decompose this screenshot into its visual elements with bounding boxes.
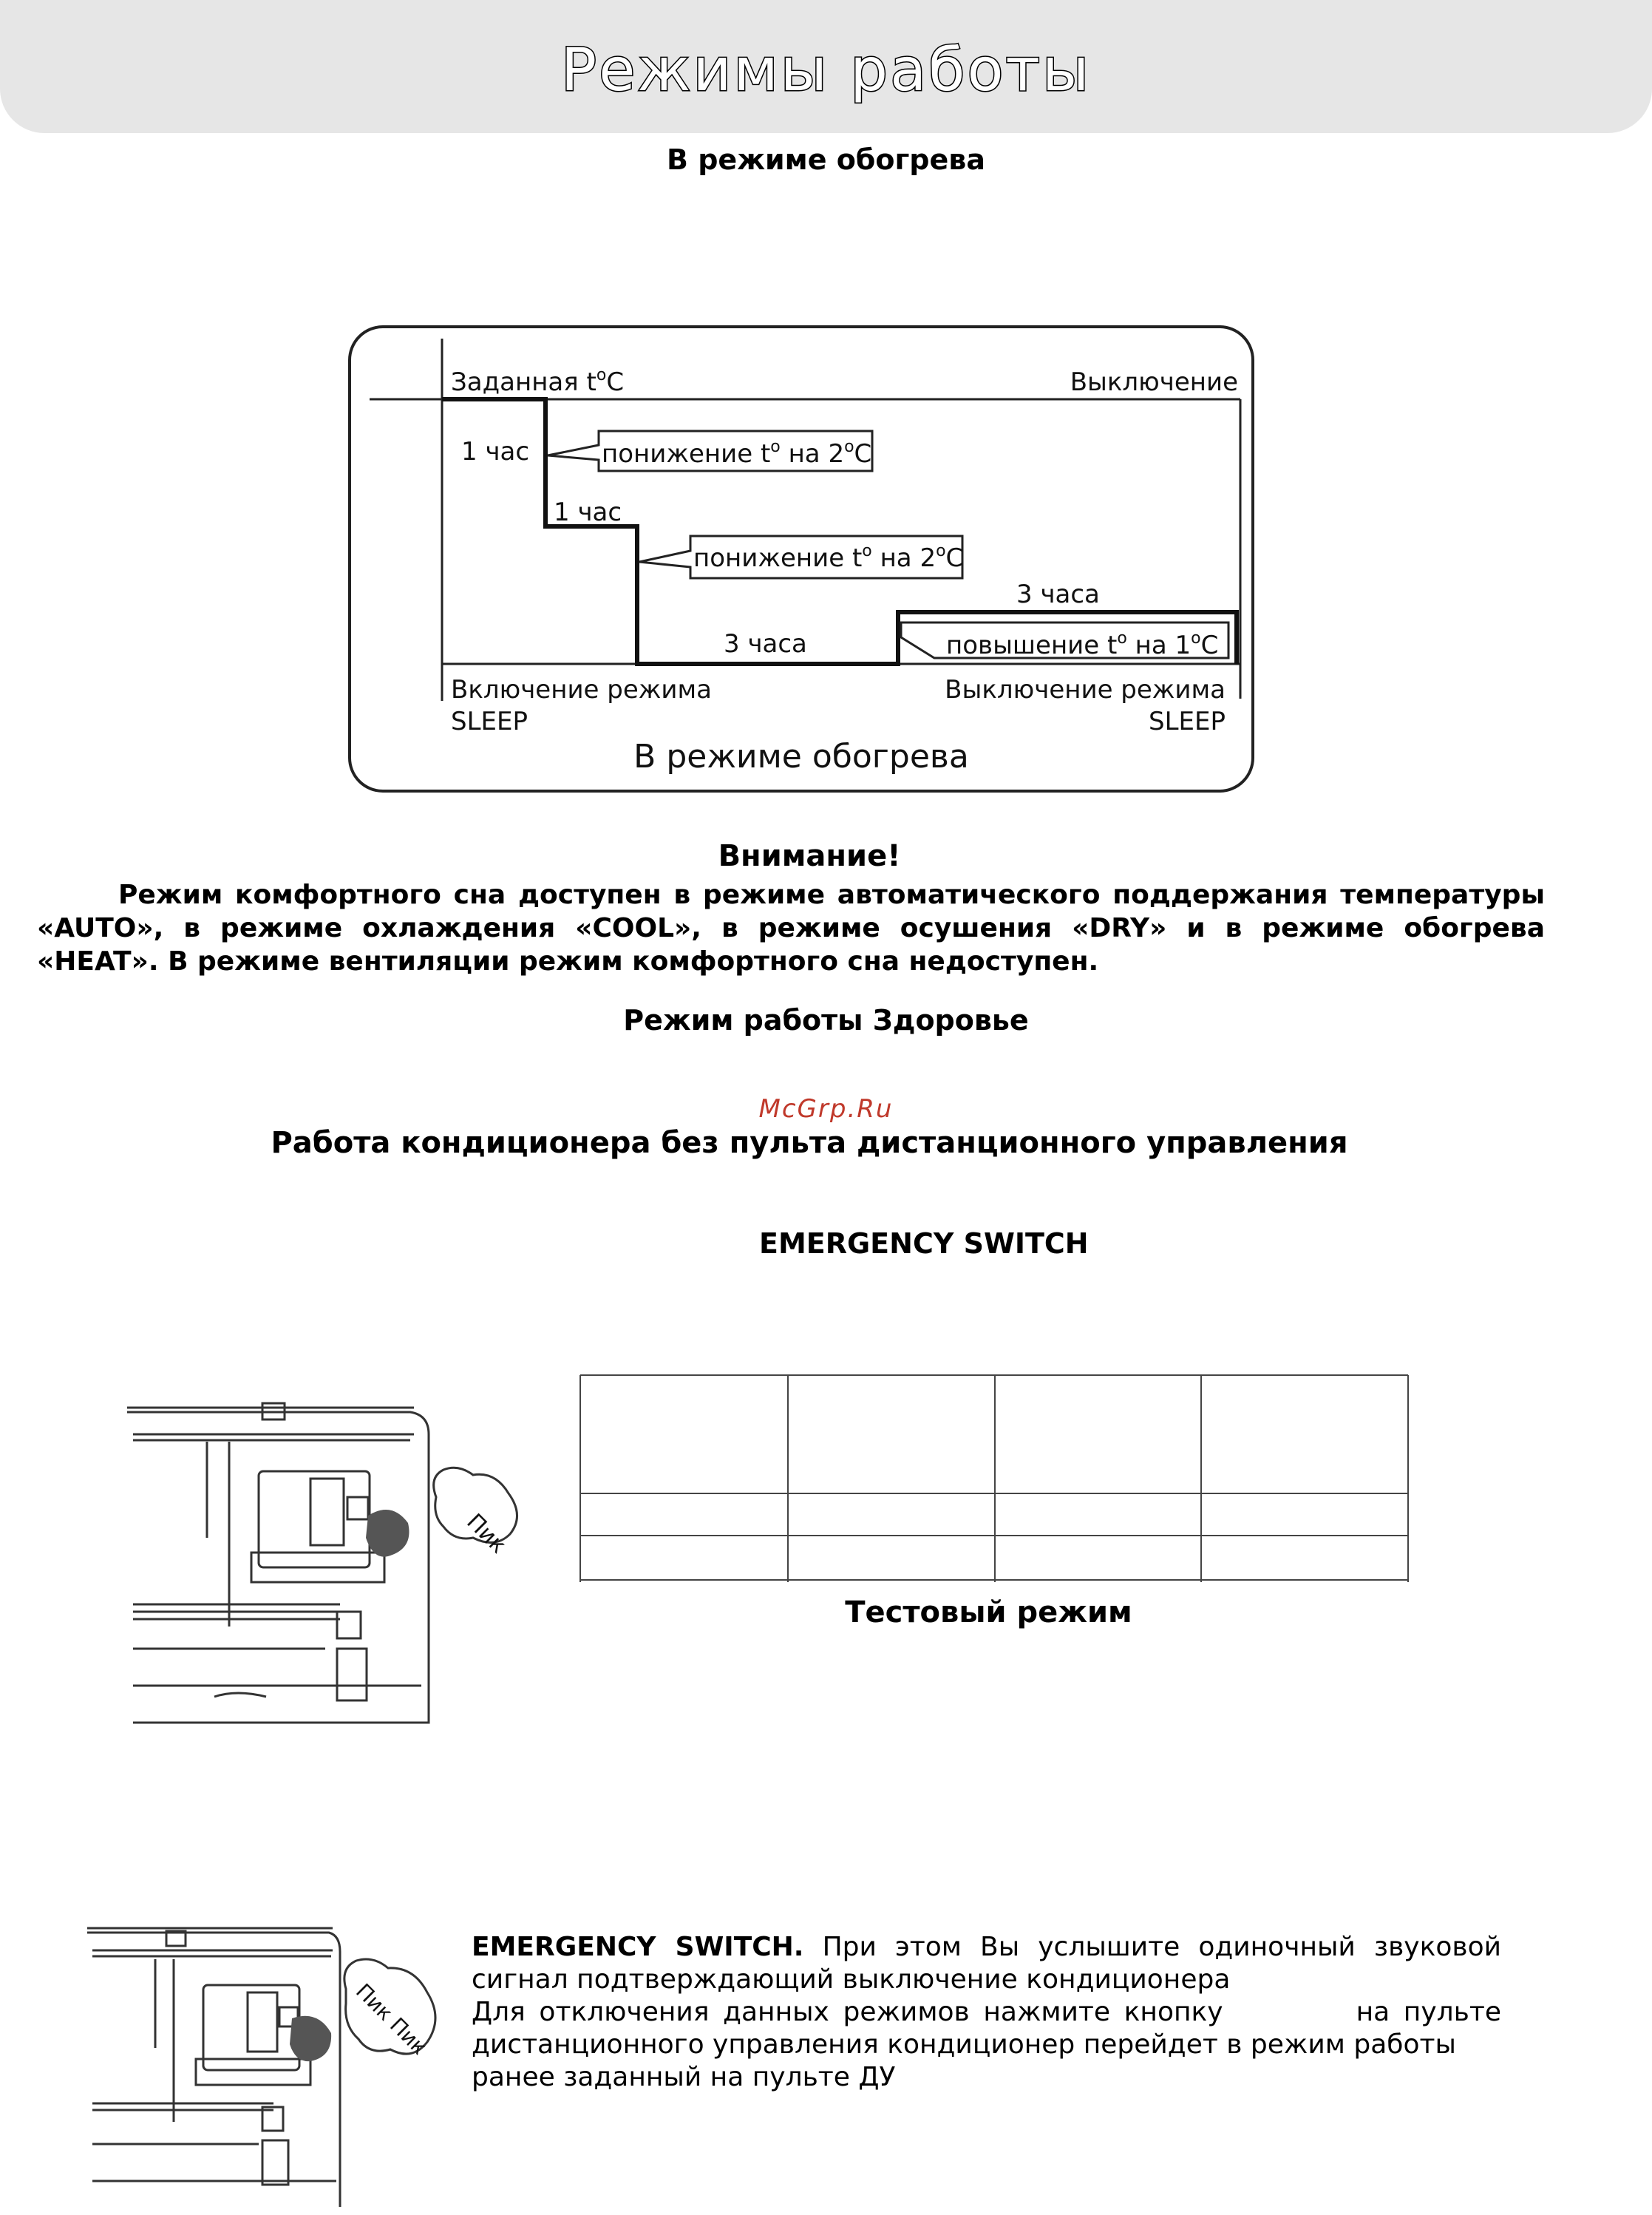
mode-off-label: Выключение режима <box>945 675 1226 705</box>
mode-on-sub: SLEEP <box>451 707 528 736</box>
step1-time: 1 час <box>461 437 530 467</box>
finger-icon <box>366 1510 409 1557</box>
health-mode-heading: Режим работы Здоровье <box>623 1004 1029 1037</box>
no-remote-heading: Работа кондиционера без пульта дистанционного управления <box>271 1126 1348 1160</box>
step3-time: 3 часа <box>724 629 807 659</box>
step2-note: понижение $t^o$ на 2$^o$C <box>693 542 964 573</box>
heat-section-heading: В режиме обогрева <box>667 143 985 176</box>
instruction-line-2: Для отключения данных режимов нажмите кнопку на пульте дистанционного управления кондиционер перейдет в режим работы <box>472 1997 1501 2060</box>
step4-note: повышение $t^o$ на 1$^o$C <box>946 629 1219 660</box>
mode-off-sub: SLEEP <box>1149 707 1226 736</box>
ac-unit-illustration-1 <box>118 1390 532 1730</box>
instruction-bold-lead: EMERGENCY SWITCH. <box>472 1932 804 1962</box>
beep-label-1: Пик <box>461 1508 511 1559</box>
beep-label-2: Пик Пик <box>351 1978 432 2060</box>
step1-note: понижение $t^o$ на 2$^o$C <box>602 438 872 469</box>
instruction-line-3: ранее заданный на пульте ДУ <box>472 2062 896 2092</box>
sleep-heat-diagram <box>0 0 1652 813</box>
power-off-label: Выключение <box>1070 367 1238 397</box>
finger-icon-2 <box>290 2016 331 2061</box>
warning-text: Режим комфортного сна доступен в режиме автоматического поддержания температуры «AUTO», в режиме охлаждения «COOL», в режиме осушения «DRY» и в режиме обогрева «HEAT». В режиме вентиляции режим комфортного сна недоступен. <box>37 880 1545 977</box>
mode-on-label: Включение режима <box>451 675 712 705</box>
instruction-line-1: EMERGENCY SWITCH. При этом Вы услышите одиночный звуковой сигнал подтверждающий выключение кондиционера <box>472 1932 1501 1995</box>
step2-time: 1 час <box>554 498 622 527</box>
emergency-switch-label: EMERGENCY SWITCH <box>759 1227 1089 1260</box>
emergency-instructions <box>472 1931 1501 2094</box>
test-mode-table <box>577 1371 1412 1586</box>
step4-time: 3 часа <box>1016 580 1100 609</box>
watermark: McGrp.Ru <box>758 1094 894 1124</box>
warning-heading: Внимание! <box>718 839 901 873</box>
page-title: Режимы работы <box>560 35 1092 104</box>
ac-unit-illustration-2 <box>81 1915 466 2211</box>
test-mode-heading: Тестовый режим <box>845 1595 1132 1629</box>
set-temp-label: Заданная $t^oC$ <box>451 366 625 397</box>
diagram-caption: В режиме обогрева <box>633 738 969 776</box>
